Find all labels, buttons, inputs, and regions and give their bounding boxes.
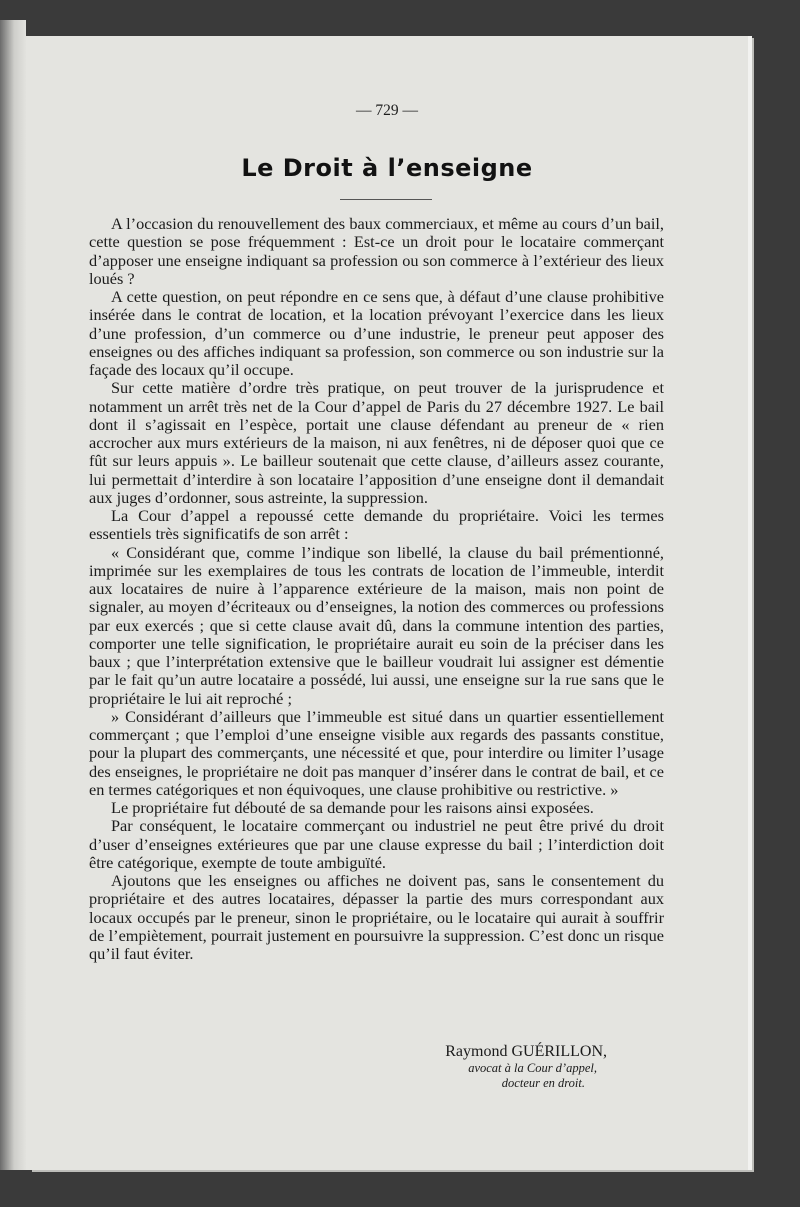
paragraph: Le propriétaire fut débouté de sa demande pour les raisons ainsi exposées. [111, 798, 594, 817]
author-title: docteur en droit. [501, 1076, 585, 1090]
paragraph: A cette question, on peut répondre en ce sens que, à défaut d’une clause prohibitive insérée dans le contrat de location, et la location prévoyant l’exercice dans les lieux d’une profession, d’un commerce ou d’une industrie, le preneur peut apposer des enseignes ou des affiches indiquant sa profession, son commerce ou son industrie sur la façade des locaux qu’il occupe. [89, 287, 664, 379]
quoted-paragraph: » Considérant d’ailleurs que l’immeuble est situé dans un quartier essentiellement commerçant ; que l’emploi d’une enseigne visible aux regards des passants constitue, pour la plupart des commerçants, une nécessité et que, pour interdire ou limiter l’usage des enseignes, le propriétaire ne doit pas manquer d’insérer dans le contrat de bail, et ce en termes catégoriques et non équivoques, une clause prohibitive ou restrictive. » [89, 706, 664, 799]
book-spine-shadow [0, 20, 26, 1170]
author-role: avocat à la Cour d’appel, [468, 1061, 597, 1075]
quoted-paragraph: « Considérant que, comme l’indique son libellé, la clause du bail prémentionné, imprimée sur les exemplaires de tous les contrats de location de l’immeuble, interdit aux locataires de nuire à l’apparence extérieure de la maison, mais non point de signaler, au moyen d’écriteaux ou d’enseignes, la notion des commerces ou professions par eux exercés ; que si cette clause avait dû, dans la commune intention des parties, comporter une telle signification, le propriétaire aurait eu soin de la préciser dans les baux ; que l’interprétation extensive que le bailleur voudrait lui assigner est démentie par le fait qu’un autre locataire a possédé, lui aussi, une enseigne sur la rue sans que le propriétaire le lui ait reproché ; [89, 542, 664, 708]
paragraph: A l’occasion du renouvellement des baux commerciaux, et même au cours d’un bail, cette question se pose fréquemment : Est-ce un droit pour le locataire commerçant d’apposer une enseigne indiquant sa profession ou son commerce à l’extérieur des lieux loués ? [89, 214, 664, 288]
title-underline [340, 199, 432, 200]
author-name: Raymond GUÉRILLON, [445, 1043, 607, 1060]
document-page [26, 36, 748, 1170]
paragraph: Ajoutons que les enseignes ou affiches ne doivent pas, sans le consentement du propriétaire et des autres locataires, dépasser la partie des murs correspondant aux locaux occupés par le preneur, sinon le propriétaire, ou le locataire qui aurait à souffrir de l’empiètement, pourrait justement en poursuivre la suppression. C’est donc un risque qu’il faut éviter. [89, 871, 664, 963]
article-title: Le Droit à l’enseigne [241, 154, 533, 182]
paragraph: Sur cette matière d’ordre très pratique, on peut trouver de la jurisprudence et notamment un arrêt très net de la Cour d’appel de Paris du 27 décembre 1927. Le bail dont il s’agissait en l’espèce, portait une clause défendant au preneur de « rien accrocher aux murs extérieurs de la maison, ni aux fenêtres, ni de déposer quoi que ce fût sur leurs appuis ». Le bailleur soutenait que cette clause, d’ailleurs assez courante, lui permettait d’interdire à son locataire l’apposition d’une enseigne dont il demandait aux juges d’ordonner, sous astreinte, la suppression. [89, 378, 664, 507]
article-body [89, 215, 664, 963]
paragraph: La Cour d’appel a repoussé cette demande du propriétaire. Voici les termes essentiels très significatifs de son arrêt : [89, 506, 664, 544]
author-signature [89, 1043, 607, 1091]
paragraph: Par conséquent, le locataire commerçant ou industriel ne peut être privé du droit d’user d’enseignes extérieures que par une clause expresse du bail ; l’interdiction doit être catégorique, exempte de toute ambiguïté. [89, 816, 664, 872]
page-number: — 729 — [356, 102, 418, 119]
